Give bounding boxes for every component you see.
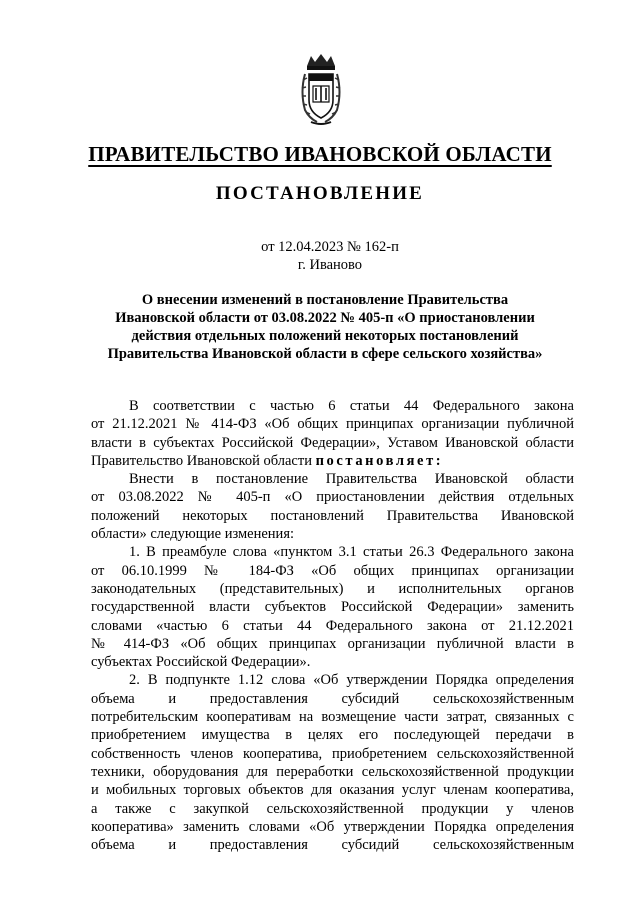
body-line: и мобильных торговых объектов для оказания услуг членам кооператива, — [91, 782, 574, 799]
body-line: власти в субъектах Российской Федерации», Уставом Ивановской области — [91, 434, 574, 451]
document-body — [91, 397, 574, 854]
body-line: приобретением имущества в целях его последующей передачи в — [91, 727, 574, 744]
body-line-resolves — [91, 452, 574, 470]
body-line: от 21.12.2021 № 414-ФЗ «Об общих принципах организации публичной — [91, 416, 574, 433]
subject-line: действия отдельных положений некоторых постановлений — [131, 328, 519, 344]
body-line: техники, оборудования для переработки сельскохозяйственной продукции — [91, 763, 574, 780]
body-line: законодательных (представительных) и исполнительных органов — [91, 580, 574, 597]
organization-title-text: ПРАВИТЕЛЬСТВО ИВАНОВСКОЙ ОБЛАСТИ — [88, 142, 552, 166]
body-line: № 414-ФЗ «Об общих принципах организации публичной власти в — [91, 635, 574, 652]
body-line: объема и предоставления субсидий сельскохозяйственным — [91, 690, 574, 707]
body-line: кооператива» заменить словами «Об утверждении Порядка определения — [91, 818, 574, 835]
body-line-text: Правительство Ивановской области — [91, 452, 312, 469]
body-line: словами «частью 6 статьи 44 Федерального закона от 21.12.2021 — [91, 617, 574, 634]
document-type: ПОСТАНОВЛЕНИЕ — [215, 183, 425, 204]
body-line: субъектах Российской Федерации». — [91, 654, 311, 671]
subject-line: Ивановской области от 03.08.2022 № 405-п «О приостановлении — [115, 310, 535, 326]
coat-of-arms-icon — [299, 52, 343, 128]
body-line: от 03.08.2022 № 405-п «О приостановлении действия отдельных — [91, 489, 574, 506]
body-line: государственной власти субъектов Российской Федерации» заменить — [91, 599, 574, 616]
subject-line: Правительства Ивановской области в сфере сельского хозяйства» — [107, 346, 543, 362]
body-line: области» следующие изменения: — [91, 526, 295, 543]
subject-line: О внесении изменений в постановление Правительства — [141, 292, 509, 308]
body-line: Внести в постановление Правительства Ивановской области — [129, 471, 574, 488]
document-date-number: от 12.04.2023 № 162-п — [261, 239, 399, 255]
body-line: В соответствии с частью 6 статьи 44 Федерального закона — [129, 398, 574, 414]
body-line: потребительским кооперативам на возмещение части затрат, связанных с — [91, 709, 574, 726]
body-line: собственность членов кооператива, приобретением сельскохозяйственной — [91, 745, 574, 762]
body-line: положений некоторых постановлений Правительства Ивановской — [91, 507, 574, 524]
document-city: г. Иваново — [297, 257, 363, 273]
document-subject — [90, 291, 560, 363]
body-line: а также с закупкой сельскохозяйственной продукции у членов — [91, 800, 574, 817]
body-line: 1. В преамбуле слова «пунктом 3.1 статьи 26.3 Федерального закона — [129, 544, 574, 561]
body-line: объема и предоставления субсидий сельскохозяйственным — [91, 837, 574, 854]
organization-title — [0, 140, 640, 168]
resolves-word: постановляет: — [315, 452, 444, 469]
body-line: от 06.10.1999 № 184-ФЗ «Об общих принципах организации — [91, 562, 574, 579]
body-line: 2. В подпункте 1.12 слова «Об утверждении Порядка определения — [129, 672, 574, 689]
